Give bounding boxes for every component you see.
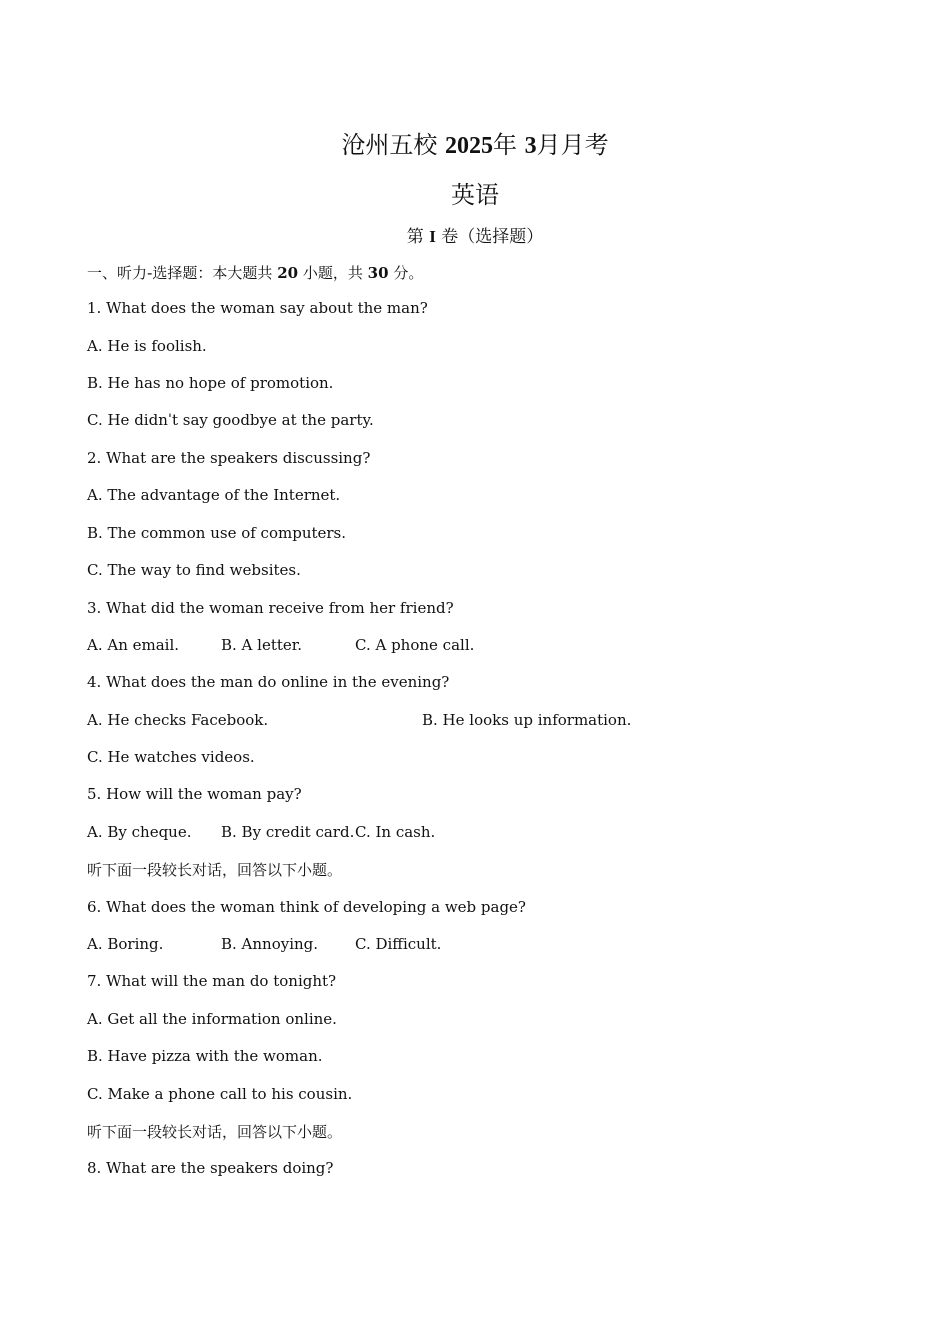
exam-title — [0, 125, 950, 160]
section-count: 20 — [277, 264, 299, 282]
section-intro-c: 分。 — [393, 264, 424, 282]
q2-option-c: C. The way to find websites. — [87, 561, 301, 579]
question-4: 4. What does the man do online in the evening? — [87, 673, 450, 691]
subject-title: 英语 — [451, 181, 499, 209]
section-score: 30 — [367, 264, 389, 282]
q2-option-b: B. The common use of computers. — [87, 524, 347, 542]
q5-option-a: A. By cheque. — [87, 823, 192, 841]
volume-prefix: 第 — [406, 227, 424, 247]
question-7: 7. What will the man do tonight? — [87, 972, 337, 990]
q5-option-b: B. By credit card. — [221, 823, 355, 841]
q1-option-a: A. He is foolish. — [87, 337, 207, 355]
q6-option-c: C. Difficult. — [355, 935, 442, 953]
listening-instruction-2: 听下面一段较长对话，回答以下小题。 — [87, 1123, 343, 1141]
q7-option-b: B. Have pizza with the woman. — [87, 1047, 323, 1065]
question-6: 6. What does the woman think of developing a web page? — [87, 898, 526, 916]
section-intro — [87, 262, 423, 283]
title-month-suffix: 月月考 — [536, 131, 609, 159]
q7-option-a: A. Get all the information online. — [87, 1010, 337, 1028]
q5-option-c: C. In cash. — [355, 823, 436, 841]
q6-option-a: A. Boring. — [87, 935, 164, 953]
listening-instruction-1: 听下面一段较长对话，回答以下小题。 — [87, 861, 343, 879]
question-3: 3. What did the woman receive from her friend? — [87, 599, 454, 617]
q3-option-a: A. An email. — [87, 636, 180, 654]
question-5: 5. How will the woman pay? — [87, 785, 302, 803]
q4-option-a: A. He checks Facebook. — [87, 711, 269, 729]
q2-option-a: A. The advantage of the Internet. — [87, 486, 341, 504]
title-prefix: 沧州五校 — [341, 131, 438, 159]
q7-option-c: C. Make a phone call to his cousin. — [87, 1085, 353, 1103]
volume-num: I — [429, 227, 436, 246]
volume-suffix: 卷（选择题） — [441, 227, 544, 247]
q4-option-c: C. He watches videos. — [87, 748, 255, 766]
q3-option-b: B. A letter. — [221, 636, 303, 654]
question-2: 2. What are the speakers discussing? — [87, 449, 371, 467]
section-intro-b: 小题，共 — [302, 264, 363, 282]
title-month: 3 — [524, 133, 537, 159]
section-intro-a: 一、听力-选择题：本大题共 — [87, 264, 273, 282]
question-1: 1. What does the woman say about the man? — [87, 299, 428, 317]
q1-option-c: C. He didnˈt say goodbye at the party. — [87, 411, 374, 429]
q6-option-b: B. Annoying. — [221, 935, 319, 953]
title-year-suffix: 年 — [493, 131, 517, 159]
q3-option-c: C. A phone call. — [355, 636, 475, 654]
volume-heading — [0, 222, 950, 247]
title-year: 2025 — [445, 133, 493, 159]
q4-option-b: B. He looks up information. — [422, 711, 632, 729]
question-8: 8. What are the speakers doing? — [87, 1159, 334, 1177]
q1-option-b: B. He has no hope of promotion. — [87, 374, 334, 392]
